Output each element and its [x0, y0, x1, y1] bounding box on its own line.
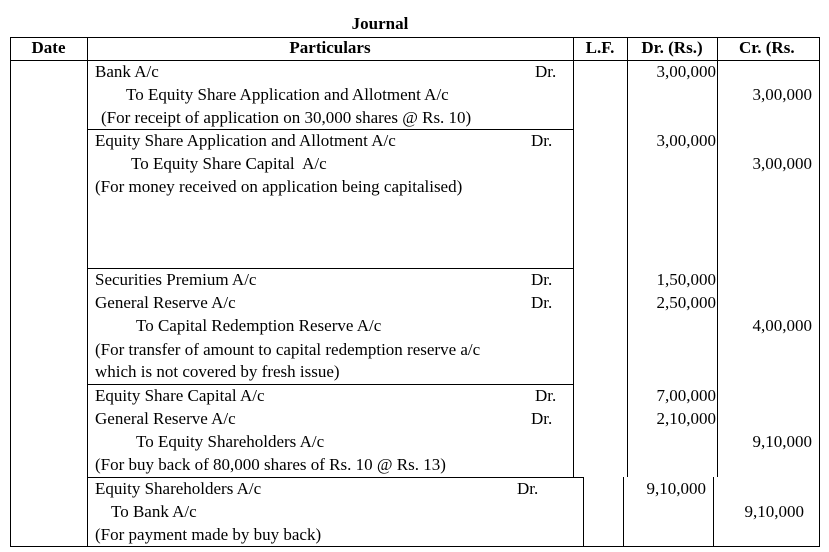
table-right-border — [819, 37, 820, 547]
narration: (For buy back of 80,000 shares of Rs. 10 @ Rs. 13) — [95, 455, 446, 474]
entry-separator-2 — [87, 268, 573, 269]
dr-amount: 2,50,000 — [656, 293, 716, 312]
dr-label: Dr. — [531, 270, 553, 289]
dr-label: Dr. — [531, 293, 553, 312]
narration: which is not covered by fresh issue) — [95, 362, 340, 381]
credit-account: To Equity Share Capital A/c — [131, 154, 327, 173]
lf-left-border-last — [583, 477, 584, 547]
entry-separator-4 — [87, 477, 583, 478]
narration: (For payment made by buy back) — [95, 525, 322, 544]
cr-amount: 9,10,000 — [744, 502, 804, 521]
dr-label: Dr. — [517, 479, 539, 498]
header-cr: Cr. (Rs. — [739, 38, 795, 57]
credit-account: To Equity Shareholders A/c — [136, 432, 325, 451]
date-left-border — [10, 37, 11, 547]
header-dr: Dr. (Rs.) — [641, 38, 703, 57]
dr-amount: 7,00,000 — [656, 386, 716, 405]
particulars-left-border — [87, 37, 88, 547]
narration: (For receipt of application on 30,000 shares @ Rs. 10) — [101, 108, 472, 127]
header-lf: L.F. — [585, 38, 615, 57]
table-bottom-border — [10, 546, 820, 547]
debit-account: Equity Share Application and Allotment A/c — [95, 131, 396, 150]
debit-account: Bank A/c — [95, 62, 159, 81]
entry-separator-1 — [87, 129, 573, 130]
cr-amount: 3,00,000 — [752, 154, 812, 173]
dr-amount: 1,50,000 — [656, 270, 716, 289]
narration: (For transfer of amount to capital redemption reserve a/c — [95, 340, 481, 359]
dr-label: Dr. — [531, 409, 553, 428]
dr-amount: 3,00,000 — [656, 62, 716, 81]
cr-amount: 4,00,000 — [752, 316, 812, 335]
dr-amount: 3,00,000 — [656, 131, 716, 150]
debit-account: General Reserve A/c — [95, 409, 236, 428]
dr-amount: 2,10,000 — [656, 409, 716, 428]
cr-amount: 3,00,000 — [752, 85, 812, 104]
credit-account: To Capital Redemption Reserve A/c — [136, 316, 382, 335]
lf-left-border — [573, 37, 574, 477]
header-date: Date — [31, 38, 66, 57]
dr-label: Dr. — [535, 62, 557, 81]
credit-account: To Equity Share Application and Allotment A/c — [126, 85, 449, 104]
debit-account: Equity Shareholders A/c — [95, 479, 262, 498]
credit-account: To Bank A/c — [111, 502, 197, 521]
dr-label: Dr. — [535, 386, 557, 405]
cr-amount: 9,10,000 — [752, 432, 812, 451]
header-particulars: Particulars — [289, 38, 371, 57]
entry-separator-3 — [87, 384, 573, 385]
debit-account: General Reserve A/c — [95, 293, 236, 312]
narration: (For money received on application being capitalised) — [95, 177, 463, 196]
debit-account: Equity Share Capital A/c — [95, 386, 265, 405]
debit-account: Securities Premium A/c — [95, 270, 257, 289]
dr-amount: 9,10,000 — [646, 479, 706, 498]
dr-label: Dr. — [531, 131, 553, 150]
header-bottom-border — [10, 60, 820, 61]
journal-title: Journal — [351, 14, 409, 33]
